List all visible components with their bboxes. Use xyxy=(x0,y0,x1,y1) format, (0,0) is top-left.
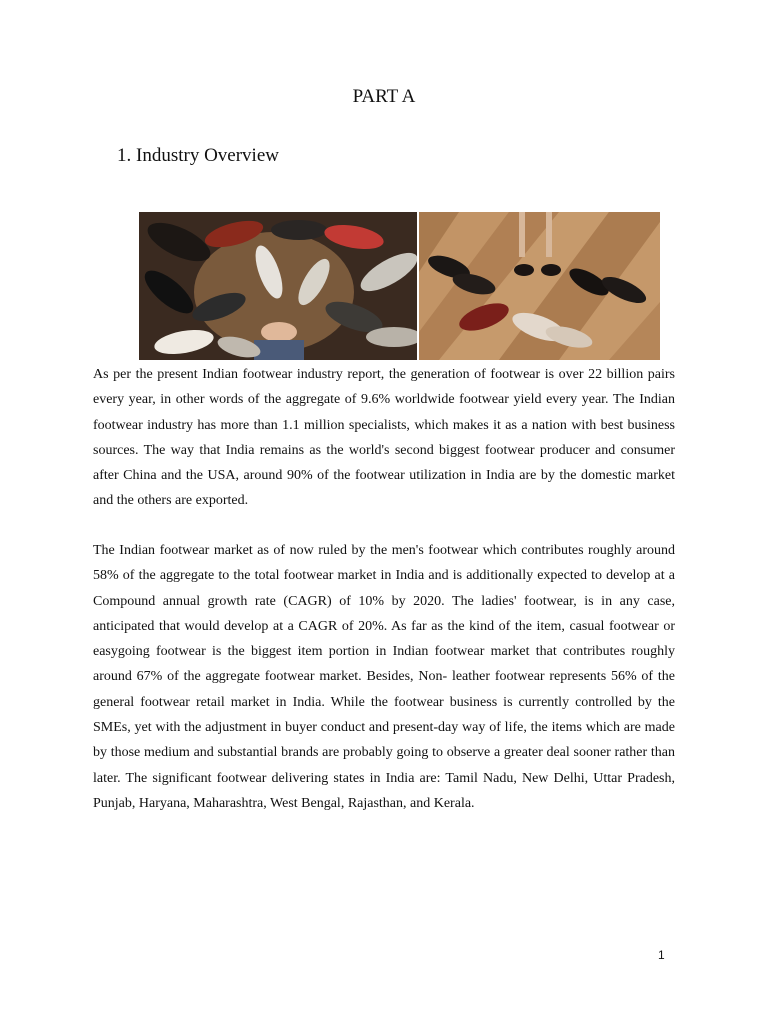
page-number: 1 xyxy=(658,948,665,962)
heels-on-wood-floor-photo xyxy=(419,212,660,360)
section-heading: 1. Industry Overview xyxy=(117,145,279,166)
shoe-pile-photo xyxy=(139,212,417,360)
body-paragraph: The Indian footwear market as of now ruled by the men's footwear which contributes roughly around 58% of the aggregate to the total footwear market in India and is additionally expected to develop at a Compound annual growth rate (CAGR) of 10% by 2020. The ladies' footwear, is in any case, anticipated that would develop at a CAGR of 20%. As far as the kind of the item, casual footwear or easygoing footwear is the biggest item portion in Indian footwear market that contributes roughly around 67% of the aggregate footwear market. Besides, Non- leather footwear represents 56% of the general footwear retail market in India. While the footwear business is currently controlled by the SMEs, yet with the adjustment in buyer conduct and present-day way of life, the items which are made by those medium and substantial brands are probably going to observe a greater deal sooner rather than later. The significant footwear delivering states in India are: Tamil Nadu, New Delhi, Uttar Pradesh, Punjab, Haryana, Maharashtra, West Bengal, Rajasthan, and Kerala. xyxy=(93,543,675,811)
body-paragraph: As per the present Indian footwear industry report, the generation of footwear is over 22 billion pairs every year, in other words of the aggregate of 9.6% worldwide footwear yield every year. The Indian footwear industry has more than 1.1 million specialists, which makes it as a nation with best business sources. The way that India remains as the world's second biggest footwear producer and consumer after China and the USA, around 90% of the footwear utilization in India are by the domestic market and the others are exported. xyxy=(93,367,675,509)
footwear-figure xyxy=(139,212,660,360)
part-title: PART A xyxy=(352,86,416,107)
